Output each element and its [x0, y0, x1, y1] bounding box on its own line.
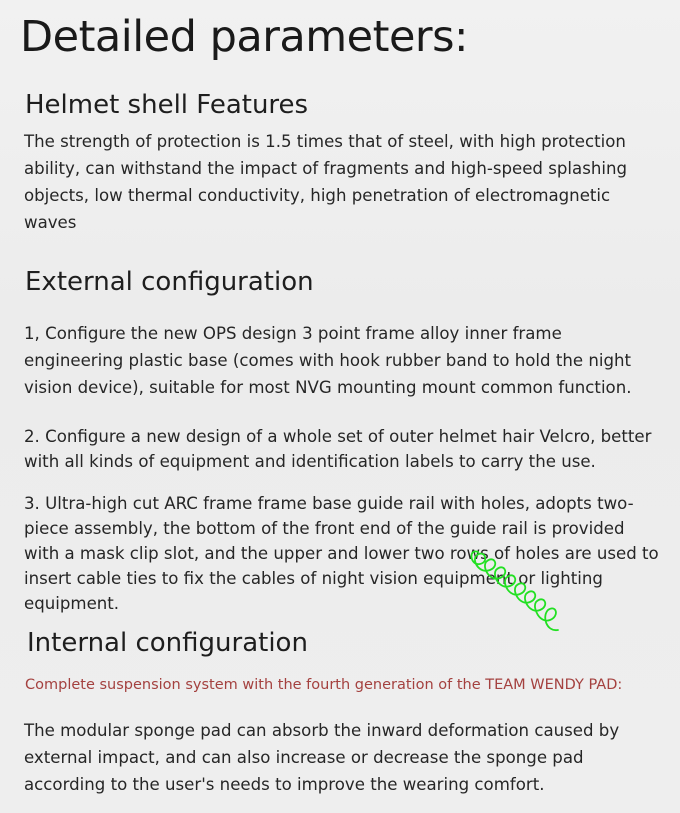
helmet-shell-heading: Helmet shell Features — [25, 90, 309, 120]
green-scribble-watermark — [466, 540, 566, 640]
external-item-1: 1, Configure the new OPS design 3 point frame alloy inner frame engineering plastic base (comes with hook rubber band to hold the night vision device), suitable for most NVG mounting mount common function. — [24, 324, 632, 397]
external-item-3: 3. Ultra-high cut ARC frame frame base guide rail with holes, adopts two-piece assembly, the bottom of the front end of the guide rail is provided with a mask clip slot, and the upper and lower two rows of holes are used to insert cable ties to fix the cables of night vision equipment or lighting equipment. — [24, 494, 659, 613]
external-configuration-heading: External configuration — [25, 267, 314, 297]
helmet-shell-text: The strength of protection is 1.5 times that of steel, with high protection ability, can withstand the impact of fragments and high-speed splashing objects, low thermal conductivity, high penetration of electromagnetic waves — [24, 132, 628, 232]
external-item-2: 2. Configure a new design of a whole set of outer helmet hair Velcro, better with all kinds of equipment and identification labels to carry the use. — [24, 427, 652, 471]
internal-configuration-heading: Internal configuration — [27, 628, 308, 658]
internal-text: The modular sponge pad can absorb the inward deformation caused by external impact, and can also increase or decrease the sponge pad according to the user's needs to improve the wearing comfort. — [24, 721, 620, 794]
page-title: Detailed parameters: — [20, 12, 468, 62]
internal-subtitle: Complete suspension system with the fourth generation of the TEAM WENDY PAD: — [25, 677, 623, 693]
